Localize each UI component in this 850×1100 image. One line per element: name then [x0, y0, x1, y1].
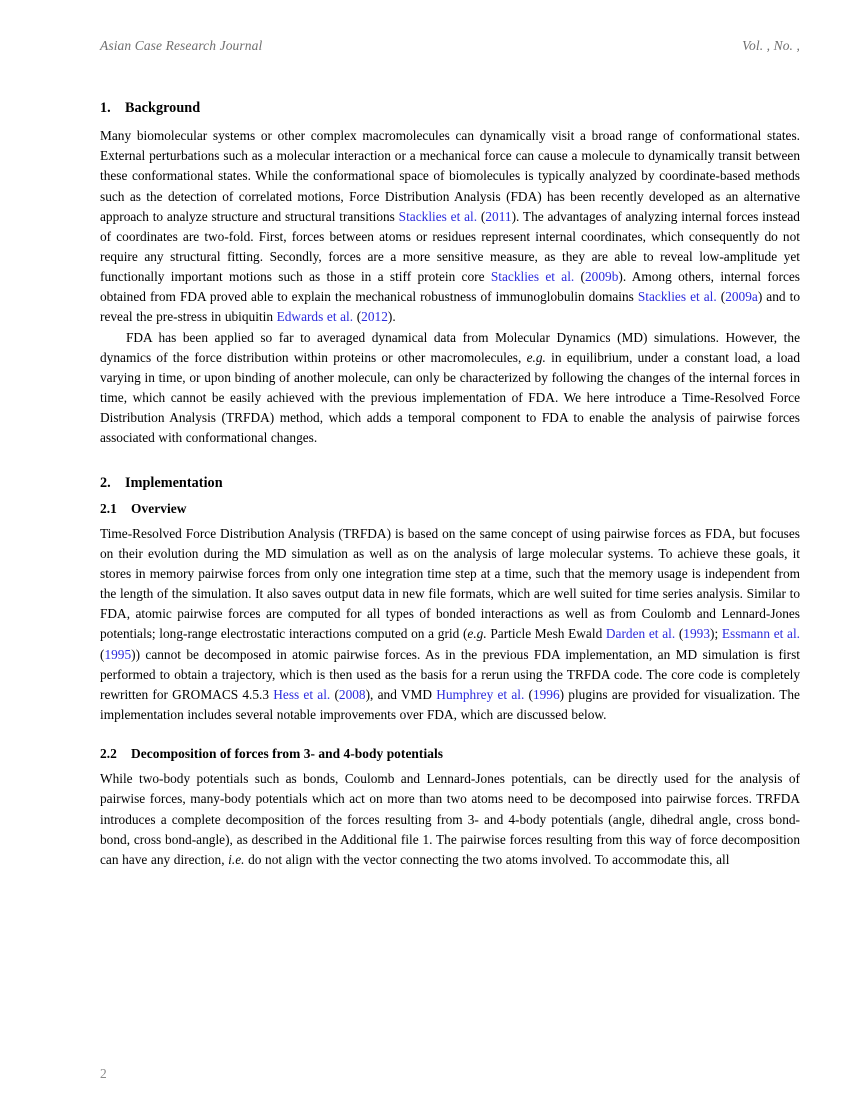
paren-close: ) [387, 309, 393, 325]
text-run: Particle Mesh Ewald [486, 626, 606, 642]
text-run: . The advantages of analyzing internal forces instead of coordinates are two-fold. First, forces between atoms or residues represent internal coordinates, which consequently do not require any structural fitting. Secondly, forces are a more sensitive measure, as they are able to reveal low-amplitude yet functionally important motions such as those in a stiff protein core [100, 208, 800, 285]
paragraph-background-1 [100, 126, 800, 328]
paren-close: ) [709, 626, 715, 642]
section-heading-implementation [100, 475, 800, 492]
paren-close: ) [131, 646, 136, 662]
paragraph-decomposition [100, 769, 800, 870]
text-run: Many biomolecular systems or other complex macromolecules can dynamically visit a broad range of conformational states. External perturbations such as a molecular interaction or a mechanical force can cause a molecule to dynamically transit between these conformational states. While the conformational space of biomolecules is typically analyzed by coordinate-based methods such as the detection of correlated motions, Force Distribution Analysis (FDA) has been recently developed as an alternative approach to analyze structure and structural transitions [100, 128, 800, 224]
citation-year-edwards-2012[interactable] [361, 309, 388, 324]
citation-year: 2009b [585, 269, 619, 285]
citation-year: 2008 [338, 686, 366, 702]
citation-year: 1996 [532, 686, 560, 702]
volume-issue: Vol. , No. , [742, 38, 800, 53]
paren-open: ( [334, 686, 339, 702]
citation-humphrey-1996[interactable] [436, 687, 528, 702]
citation-year-hess-2008[interactable] [339, 687, 366, 702]
citation-author: Darden et al. [605, 626, 679, 642]
emphasis-ie: i.e. [228, 851, 245, 867]
citation-year-humphrey-1996[interactable] [533, 687, 560, 702]
section-number: 1. [100, 100, 111, 116]
text-run: in equilibrium, under a constant load, a load varying in time, or upon binding of another molecule, can only be characterized by following the changes of the internal forces in time, which cannot be easily achieved with the previous implementation of FDA. We here introduce a Time-Resolved Force Distribution Analysis (TRFDA) method, which adds a temporal component to FDA to enable the analysis of pairwise forces associated with conformational changes. [100, 349, 801, 446]
text-column [100, 100, 800, 870]
text-run: , and VMD [370, 686, 437, 702]
subsection-heading-decomposition [100, 746, 800, 762]
citation-author: Stacklies et al. [490, 269, 581, 285]
subsection-number: 2.1 [100, 500, 117, 516]
paren-open: ( [678, 626, 684, 642]
paren-close: ) [618, 269, 623, 285]
citation-stacklies-2009b[interactable] [491, 269, 581, 284]
paren-open: ( [100, 646, 105, 662]
paren-open: ( [480, 208, 486, 224]
paren-open: ( [580, 269, 585, 285]
citation-year-essmann-1995[interactable] [104, 647, 131, 662]
citation-year: 2009a [725, 289, 758, 305]
citation-year-stacklies-2011[interactable] [485, 209, 511, 224]
citation-year: 1995 [104, 646, 132, 662]
text-run: FDA has been applied so far to averaged dynamical data from Molecular Dynamics (MD) simulations. However, the dynamics of the force distribution within proteins or other macromolecules, [100, 329, 800, 365]
paragraph-background-2 [100, 328, 800, 449]
running-head [100, 38, 800, 54]
section-spacer [100, 449, 800, 475]
citation-year: 1993 [683, 626, 710, 642]
subsection-number: 2.2 [100, 746, 117, 762]
paren-open: ( [356, 309, 362, 325]
citation-year-darden-1993[interactable] [683, 626, 710, 641]
paren-close: ) [757, 289, 763, 305]
page-number: 2 [100, 1066, 107, 1081]
section-title: Implementation [125, 474, 223, 491]
paragraph-overview [100, 524, 800, 726]
citation-author: Stacklies et al. [637, 289, 721, 305]
text-run: . Among others, internal forces obtained from FDA proved able to explain the mechanical robustness of immunoglobulin domains [100, 269, 800, 305]
citation-year-stacklies-2009a[interactable] [725, 289, 758, 304]
emphasis-eg: e.g. [526, 349, 546, 365]
paren-close: ) [511, 208, 517, 224]
citation-essmann-1995[interactable] [722, 626, 800, 641]
citation-year: 2012 [361, 309, 388, 325]
citation-edwards-2012[interactable] [277, 309, 357, 324]
section-heading-background [100, 100, 800, 117]
section-title: Background [125, 100, 201, 116]
paren-open: ( [528, 686, 533, 702]
citation-year: 2011 [485, 208, 512, 224]
subsection-heading-overview [100, 501, 800, 517]
citation-author: Hess et al. [273, 686, 335, 702]
text-run: Time-Resolved Force Distribution Analysis (TRFDA) is based on the same concept of using pairwise forces as FDA, but focuses on their evolution during the MD simulation as well as on the analysis of large molecular systems. To achieve these goals, it stores in memory pairwise forces from only one integration time step at a time, such that the memory usage is independent from the length of the simulation. It also saves output data in new file formats, which are well suited for time series analysis. Similar to FDA, atomic pairwise forces are computed for all types of bonded interactions as well as from Coulomb and Lennard-Jones potentials; long-range electrostatic interactions computed on a grid ( [100, 525, 800, 642]
subsection-spacer [100, 725, 800, 746]
citation-author: Essmann et al. [721, 626, 800, 642]
paren-open: ( [720, 289, 726, 305]
section-number: 2. [100, 474, 111, 491]
text-run: and to reveal the pre-stress in ubiquitin [100, 289, 800, 325]
citation-author: Stacklies et al. [398, 208, 481, 224]
text-run: ; [714, 626, 722, 642]
emphasis-eg: e.g. [467, 626, 487, 642]
text-run: While two-body potentials such as bonds, Coulomb and Lennard-Jones potentials, can be directly used for the analysis of pairwise forces, many-body potentials which act on more than two atoms need to be decomposed into pairwise forces. TRFDA introduces a complete decomposition of the forces resulting from 3- and 4-body potentials (angle, dihedral angle, cross bond-bond, cross bond-angle), as described in the Additional file 1. The pairwise forces resulting from this way of force decomposition can have any direction, [100, 771, 800, 867]
subsection-title: Overview [131, 500, 187, 516]
text-run: plugins are provided for visualization. The implementation includes several notable improvements over FDA, which are discussed below. [100, 686, 800, 723]
text-run: do not align with the vector connecting the two atoms involved. To accommodate this, all [244, 851, 730, 867]
text-run: ) cannot be decomposed in atomic pairwise forces. As in the previous FDA implementation, an MD simulation is first performed to obtain a trajectory, which is then used as the basis for a rerun using the TRFDA code. The core code is completely rewritten for GROMACS 4.5.3 [100, 646, 800, 702]
subsection-title: Decomposition of forces from 3- and 4-body potentials [131, 746, 443, 762]
citation-hess-2008[interactable] [273, 687, 334, 702]
paren-close: ) [559, 686, 565, 702]
citation-author: Humphrey et al. [436, 686, 529, 702]
citation-darden-1993[interactable] [606, 626, 679, 641]
paren-close: ) [365, 686, 371, 702]
citation-author: Edwards et al. [276, 309, 357, 325]
citation-stacklies-2009a[interactable] [638, 289, 721, 304]
citation-stacklies-2011[interactable] [399, 209, 481, 224]
journal-title: Asian Case Research Journal [100, 38, 263, 53]
citation-year-stacklies-2009b[interactable] [585, 269, 618, 284]
text-run: . [392, 309, 396, 325]
